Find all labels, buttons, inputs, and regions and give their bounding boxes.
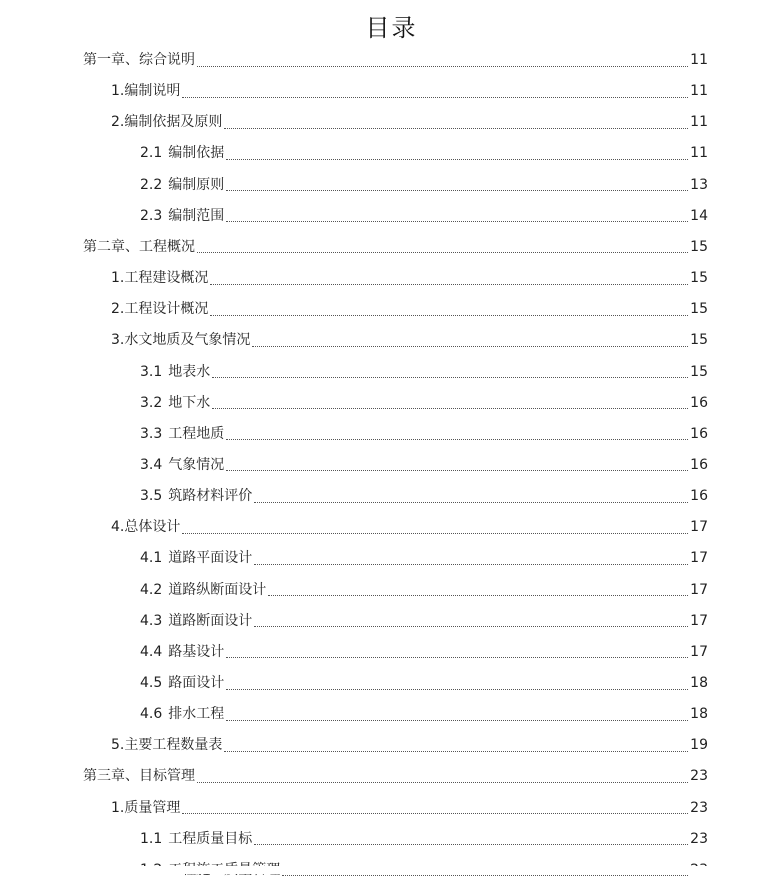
dot-leader — [197, 251, 688, 253]
toc-entry-number: 1. — [111, 270, 125, 287]
toc-entry[interactable] — [111, 512, 708, 543]
dot-leader — [254, 563, 688, 565]
toc-entry[interactable] — [140, 419, 708, 450]
toc-entry-number: 5. — [111, 737, 125, 754]
dot-leader — [197, 65, 688, 67]
dot-leader — [226, 719, 688, 721]
dot-leader — [224, 127, 688, 129]
toc-entry-number: 3.3 — [140, 425, 163, 442]
toc-entry[interactable] — [111, 793, 708, 824]
toc-entry-number: 3.4 — [140, 456, 163, 473]
toc-page-number: 17 — [690, 581, 708, 598]
toc-entry-label — [140, 419, 224, 450]
toc-entry-label — [140, 824, 252, 855]
dot-leader — [182, 532, 688, 534]
dot-leader — [212, 376, 688, 378]
toc-entry[interactable] — [140, 699, 708, 730]
toc-page-number: 11 — [690, 52, 708, 68]
toc-page-number: 11 — [690, 83, 708, 100]
dot-leader — [268, 594, 688, 596]
toc-entry-number: 4.3 — [140, 612, 163, 629]
toc-page-number: 15 — [690, 301, 708, 318]
toc-page-number: 11 — [690, 114, 708, 131]
toc-entry-text: 道路断面设计 — [168, 612, 253, 629]
dot-leader — [282, 874, 688, 876]
toc-page-number: 17 — [690, 519, 708, 536]
dot-leader — [252, 345, 688, 347]
toc-entry[interactable] — [111, 294, 708, 325]
toc-entry-label — [83, 45, 195, 76]
toc-entry-number: 1. — [111, 83, 125, 100]
toc-page-number: 15 — [690, 238, 708, 255]
toc-entry-label — [111, 793, 180, 824]
toc-entry-label — [140, 357, 210, 388]
toc-entry-text: 第三章、目标管理 — [83, 768, 195, 785]
toc-entry-number: 4.1 — [140, 550, 163, 567]
toc-entry-text: 道路纵断面设计 — [168, 581, 267, 598]
toc-entry[interactable] — [140, 170, 708, 201]
toc-entry-text: 水文地质及气象情况 — [124, 332, 251, 349]
dot-leader — [226, 688, 688, 690]
toc-page-number: 17 — [690, 643, 708, 660]
toc-entry-label — [140, 138, 224, 169]
toc-entry-text: 筑路材料评价 — [168, 488, 253, 505]
toc-entry-number: 1.1 — [140, 830, 163, 847]
toc-entry[interactable] — [111, 76, 708, 107]
toc-entry-text: 第一章、综合说明 — [83, 52, 195, 68]
dot-leader — [226, 438, 688, 440]
toc-entry-label — [111, 730, 222, 761]
toc-entry-number: 4.5 — [140, 675, 163, 691]
toc-page-number: 11 — [690, 145, 708, 162]
toc-entry-number: 4.2 — [140, 581, 163, 598]
dot-leader — [254, 501, 688, 503]
dot-leader — [254, 625, 688, 627]
toc-entry[interactable] — [111, 107, 708, 138]
toc-entry-number: 4. — [111, 519, 125, 536]
toc-entry-number: 3. — [111, 332, 125, 349]
dot-leader — [226, 469, 688, 471]
toc-entry[interactable] — [140, 606, 708, 637]
toc-entry-label — [140, 575, 266, 606]
toc-page-number: 15 — [690, 332, 708, 349]
toc-entry-text: 编制原则 — [168, 176, 225, 193]
dot-leader — [224, 750, 688, 752]
toc-entry-label — [140, 201, 224, 232]
toc-entry-text: 气象情况 — [168, 456, 225, 473]
toc-entry-text: 编制范围 — [168, 207, 225, 224]
toc-entry[interactable] — [140, 575, 708, 606]
toc-entry-label — [140, 699, 224, 730]
dot-leader — [254, 843, 688, 845]
toc-entry-text: 编制说明 — [124, 83, 181, 100]
toc-entry-text: 第二章、工程概况 — [83, 238, 195, 255]
toc-entry-number: 4.6 — [140, 706, 163, 723]
toc-entry-label — [140, 388, 210, 419]
toc-entry-label — [140, 450, 224, 481]
toc-entry-text: 地下水 — [168, 394, 211, 411]
dot-leader — [226, 189, 688, 191]
dot-leader — [226, 656, 688, 658]
toc-page-number: 23 — [690, 830, 708, 847]
toc-entry-number: 3.1 — [140, 363, 163, 380]
toc-entry-number: 2. — [111, 114, 125, 131]
toc-entry-number: 4.4 — [140, 643, 163, 660]
toc-entry-number: 2. — [111, 301, 125, 318]
toc-page-number: 16 — [690, 456, 708, 473]
toc-entry-text: 工程质量目标 — [168, 830, 253, 847]
toc-entry[interactable] — [140, 388, 708, 419]
toc-entry-text: 编制依据 — [168, 145, 225, 162]
dot-leader — [182, 96, 688, 98]
toc-page-number: 16 — [690, 394, 708, 411]
toc-entry-label — [111, 325, 250, 356]
page-title: 目录 — [365, 14, 418, 42]
toc-entry-label — [140, 606, 252, 637]
toc-entry-text: 工程建设概况 — [124, 270, 209, 287]
toc-entry-number: 3.2 — [140, 394, 163, 411]
toc-entry-label — [111, 512, 180, 543]
toc-entry-text: 编制依据及原则 — [124, 114, 223, 131]
dot-leader — [226, 158, 688, 160]
toc-entry-text: 排水工程 — [168, 706, 225, 723]
toc-page-number: 19 — [690, 737, 708, 754]
toc-entry-number: 3.5 — [140, 488, 163, 505]
toc-page-number: 15 — [690, 270, 708, 287]
toc-page-number: 16 — [690, 425, 708, 442]
toc-entry-text: 路基设计 — [168, 643, 225, 660]
toc-entry-number: 2.1 — [140, 145, 163, 162]
toc-entry-label — [140, 637, 224, 668]
toc-entry[interactable] — [140, 668, 708, 699]
toc-page-number: 23 — [690, 799, 708, 816]
toc-entry-label — [140, 543, 252, 574]
toc-page-number: 15 — [690, 363, 708, 380]
toc-page-number: 23 — [690, 768, 708, 785]
toc-entry[interactable] — [140, 543, 708, 574]
toc-entry-label — [111, 107, 222, 138]
toc-entry-label — [140, 481, 252, 512]
toc-page-number: 17 — [690, 550, 708, 567]
dot-leader — [210, 314, 688, 316]
dot-leader — [226, 220, 688, 222]
toc-entry[interactable] — [83, 761, 708, 792]
dot-leader — [212, 407, 688, 409]
toc-entry[interactable] — [140, 637, 708, 668]
toc-entry[interactable] — [140, 450, 708, 481]
toc-entry[interactable] — [140, 138, 708, 169]
toc-entry-text: 工程地质 — [168, 425, 225, 442]
toc-page-number: 16 — [690, 488, 708, 505]
toc-entry[interactable] — [140, 357, 708, 388]
toc-entry[interactable] — [83, 45, 708, 76]
toc-entry-number: 2.3 — [140, 207, 163, 224]
toc-page-number: 17 — [690, 612, 708, 629]
dot-leader — [182, 812, 688, 814]
toc-entry-text: 工程设计概况 — [124, 301, 209, 318]
toc-entry-text: 道路平面设计 — [168, 550, 253, 567]
toc-entry[interactable] — [111, 730, 708, 761]
dot-leader — [197, 781, 688, 783]
toc-entry-label — [140, 170, 224, 201]
toc-entry[interactable] — [111, 263, 708, 294]
toc-entry[interactable] — [111, 325, 708, 356]
toc-entry-text: 路面设计 — [168, 675, 225, 691]
toc-page-number: 14 — [690, 207, 708, 224]
toc-entry-text: 主要工程数量表 — [124, 737, 223, 754]
toc-entry-number: 2.2 — [140, 176, 163, 193]
toc-entry-label — [83, 232, 195, 263]
toc-entry-text: 质量管理 — [124, 799, 181, 816]
page-bottom-edge — [0, 866, 783, 874]
toc-entry-text: 总体设计 — [124, 519, 181, 536]
toc-entry-label — [83, 761, 195, 792]
toc-entry[interactable] — [140, 824, 708, 855]
toc-entry-label — [140, 668, 224, 699]
toc-entry-number: 1. — [111, 799, 125, 816]
toc-entry[interactable] — [140, 201, 708, 232]
toc-page-number: 18 — [690, 675, 708, 691]
dot-leader — [210, 283, 688, 285]
toc-entry-label — [111, 263, 208, 294]
toc-page-number: 13 — [690, 176, 708, 193]
toc-entry-text: 地表水 — [168, 363, 211, 380]
toc-entry-label — [111, 294, 208, 325]
toc-page-number: 18 — [690, 706, 708, 723]
toc-entry[interactable] — [140, 481, 708, 512]
toc-entry[interactable] — [83, 232, 708, 263]
toc-entry-label — [111, 76, 180, 107]
